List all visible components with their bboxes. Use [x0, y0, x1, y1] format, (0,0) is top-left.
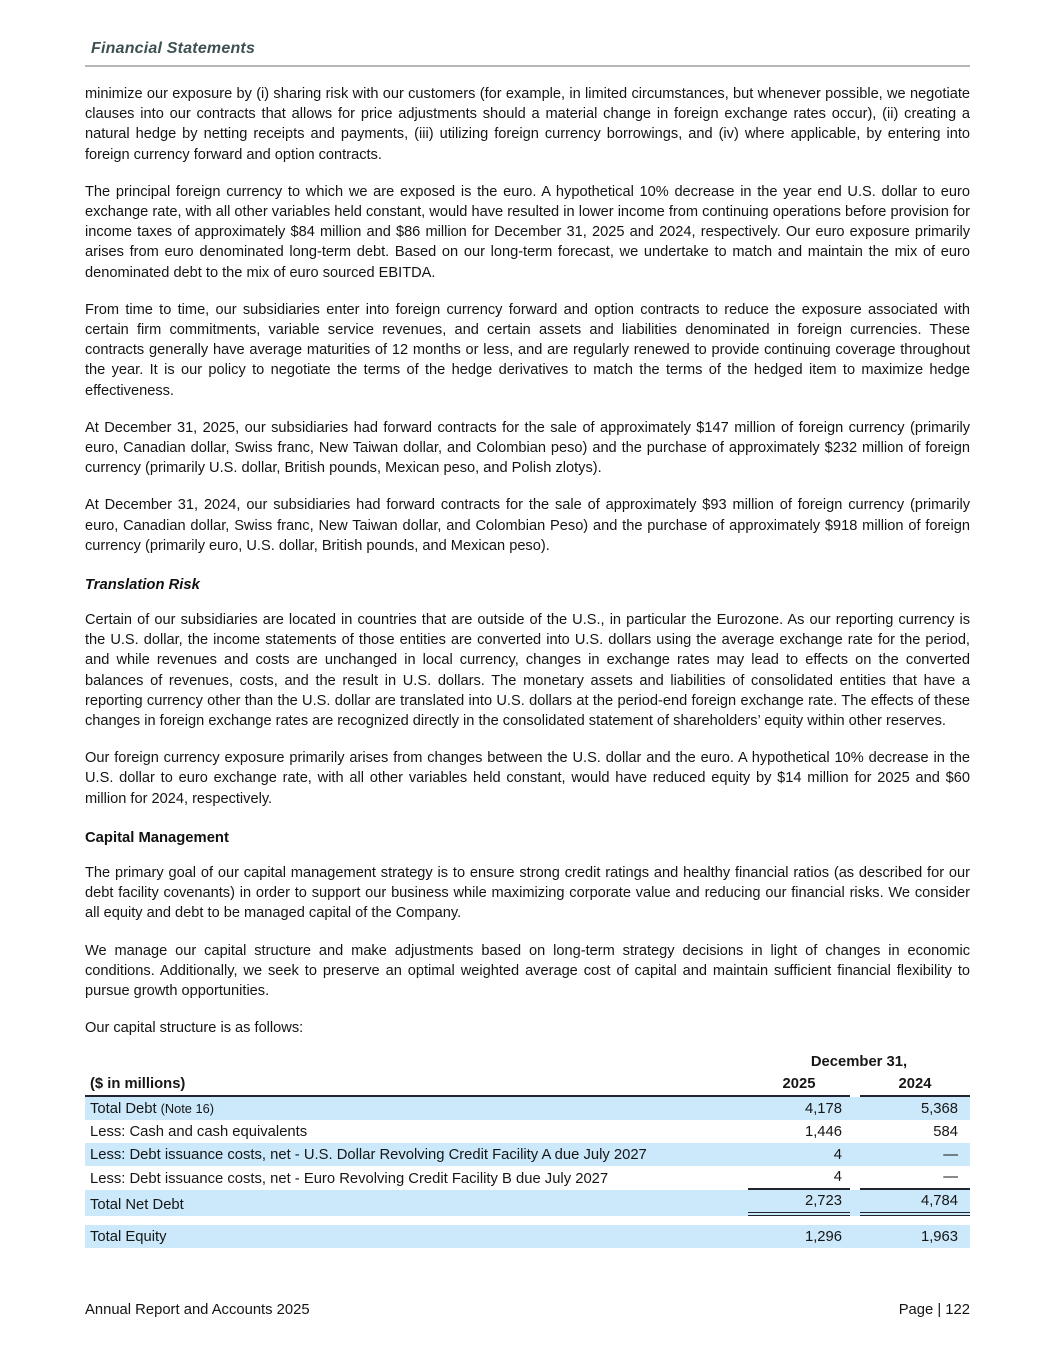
value-2024: —	[943, 1147, 958, 1164]
paragraph-contracts-2025: At December 31, 2025, our subsidiaries had forward contracts for the sale of approximately $147 million of foreign currency (primarily euro, Canadian dollar, Swiss franc, New Taiwan dollar, and Colombian peso) and the purchase of approximately $232 million of foreign currency (primarily U.S. dollar, British pounds, Mexican peso, and Polish zlotys).	[85, 419, 970, 477]
value-2025: 4	[833, 1147, 842, 1164]
paragraph-hedging-measures: minimize our exposure by (i) sharing risk with our customers (for example, in limited circumstances, but whenever possible, we negotiate clauses into our contracts that allows for price adjustments should a material change in foreign exchange rates occur), (ii) creating a natural hedge by netting receipts and payments, (iii) utilizing foreign currency borrowings, and (iv) where applicable, by entering into foreign currency forward and option contracts.	[85, 86, 970, 163]
page-title: Financial Statements	[91, 40, 256, 57]
row-label: Less: Cash and cash equivalents	[90, 1124, 308, 1141]
value-2024: 5,368	[920, 1101, 958, 1118]
footer-report-title: Annual Report and Accounts 2025	[85, 1302, 310, 1318]
table-period-header-row	[85, 1054, 970, 1073]
footer-page-number: Page | 122	[898, 1302, 970, 1318]
table-row-total-debt	[85, 1097, 970, 1120]
heading-capital-management: Capital Management	[85, 829, 229, 846]
value-2024: 4,784	[860, 1190, 970, 1216]
row-label-text: Total Debt	[90, 1101, 157, 1118]
row-label: Less: Debt issuance costs, net - U.S. Dollar Revolving Credit Facility A due July 2027	[90, 1147, 647, 1164]
paragraph-equity-sensitivity: Our foreign currency exposure primarily arises from changes between the U.S. dollar and the euro. A hypothetical 10% decrease in the U.S. dollar to euro exchange rate, with all other variables held constant, would have reduced equity by $14 million for 2025 and $60 million for 2024, respectively.	[85, 750, 970, 807]
paragraph-table-intro: Our capital structure is as follows:	[85, 1020, 304, 1037]
row-label: Total Net Debt	[90, 1197, 184, 1214]
table-spacer-row	[85, 1216, 970, 1225]
capital-structure-table	[85, 1054, 970, 1248]
value-2024: 1,963	[920, 1229, 958, 1246]
table-column-header-row	[85, 1073, 970, 1097]
value-2025: 4,178	[804, 1101, 842, 1118]
note-reference: (Note 16)	[160, 1101, 214, 1117]
paragraph-euro-exposure: The principal foreign currency to which we are exposed is the euro. A hypothetical 10% decrease in the year end U.S. dollar to euro exchange rate, with all other variables held constant, would have resulted in lower income from continuing operations before provision for income taxes of approximately $84 million and $86 million for December 31, 2025 and 2024, respectively. Our euro exposure primarily arises from euro denominated long-term debt. Based on our long-term forecast, we undertake to match and maintain the mix of euro denominated debt to the mix of euro sourced EBITDA.	[85, 183, 970, 281]
value-2025: 1,446	[804, 1124, 842, 1141]
table-row-debt-issuance-usd	[85, 1143, 970, 1166]
value-2025: 4	[748, 1166, 850, 1190]
table-row-total-equity	[85, 1225, 970, 1248]
paragraph-translation-detail: Certain of our subsidiaries are located in countries that are outside of the U.S., in particular the Eurozone. As our reporting currency is the U.S. dollar, the income statements of those entities are converted into U.S. dollars using the average exchange rate for the period, and while revenues and costs are unchanged in local currency, changes in exchange rates may lead to effects on the converted balances of revenues, costs, and the result in U.S. dollars. The monetary assets and liabilities of consolidated entities that have a reporting currency other than the U.S. dollar are translated into U.S. dollars at the period-end foreign exchange rate. The effects of these changes in foreign exchange rates are recognized directly in the consolidated statement of shareholders’ equity within other reserves.	[85, 612, 970, 730]
table-period-header: December 31,	[810, 1054, 908, 1071]
title-divider	[85, 65, 970, 67]
paragraph-capital-structure-mgmt: We manage our capital structure and make adjustments based on long-term strategy decisions in light of changes in economic conditions. Additionally, we seek to preserve an optimal weighted average cost of capital and maintain sufficient financial flexibility to pursue growth opportunities.	[85, 942, 970, 999]
row-label: Less: Debt issuance costs, net - Euro Revolving Credit Facility B due July 2027	[90, 1171, 609, 1188]
paragraph-forward-contracts: From time to time, our subsidiaries enter into foreign currency forward and option contracts to reduce the exposure associated with certain firm commitments, variable service revenues, and certain assets and liabilities denominated in foreign currencies. These contracts generally have average maturities of 12 months or less, and are regularly renewed to provide continuing coverage throughout the year. It is our policy to negotiate the terms of the hedge derivatives to match the terms of the hedged item to maximize hedge effectiveness.	[85, 301, 970, 399]
paragraph-capital-goal: The primary goal of our capital management strategy is to ensure strong credit ratings and healthy financial ratios (as described for our debt facility covenants) in order to support our business while maximizing corporate value and reducing our financial risks. We consider all equity and debt to be managed capital of the Company.	[85, 864, 970, 922]
table-row-total-net-debt	[85, 1190, 970, 1216]
value-2024: —	[860, 1166, 970, 1190]
page-footer	[85, 1302, 970, 1318]
column-header-2025: 2025	[748, 1074, 850, 1097]
paragraph-contracts-2024: At December 31, 2024, our subsidiaries had forward contracts for the sale of approximately $93 million of foreign currency (primarily euro, Canadian dollar, Swiss franc, New Taiwan dollar, and Colombian Peso) and the purchase of approximately $918 million of foreign currency (primarily euro, U.S. dollar, British pounds, and Mexican peso).	[85, 497, 970, 554]
table-row-debt-issuance-euro	[85, 1166, 970, 1190]
value-2025: 1,296	[804, 1229, 842, 1246]
column-header-2024: 2024	[860, 1074, 970, 1097]
table-row-less-cash	[85, 1120, 970, 1143]
value-2024: 584	[933, 1124, 958, 1141]
row-label	[85, 1098, 748, 1120]
row-label: Total Equity	[90, 1229, 167, 1246]
table-unit-label: ($ in millions)	[85, 1073, 748, 1097]
heading-translation-risk: Translation Risk	[85, 577, 200, 594]
value-2025: 2,723	[748, 1190, 850, 1216]
